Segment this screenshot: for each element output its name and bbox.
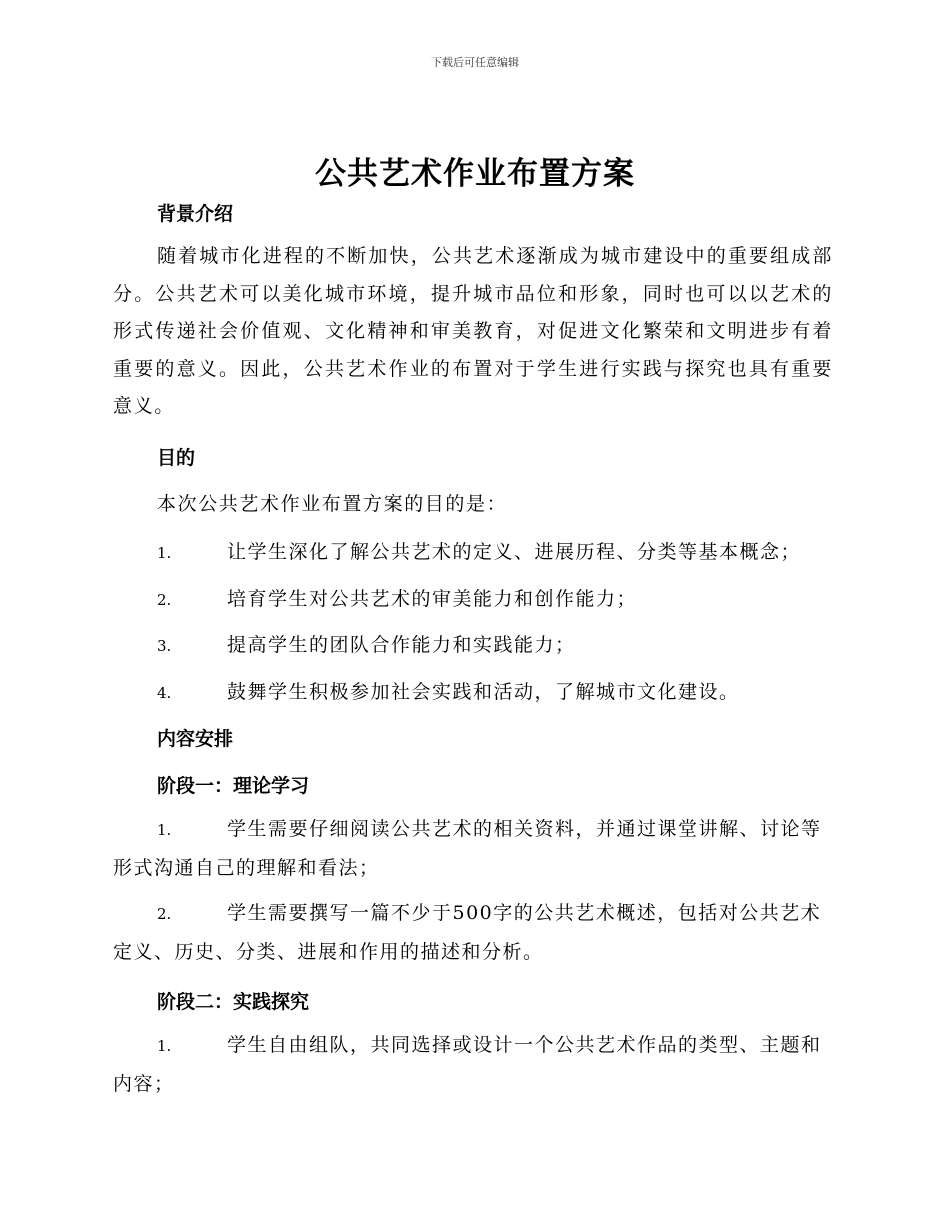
stage1-item bbox=[113, 811, 833, 887]
background-paragraph: 随着城市化进程的不断加快，公共艺术逐渐成为城市建设中的重要组成部分。公共艺术可以美化城市环境，提升城市品位和形象，同时也可以以艺术的形式传递社会价值观、文化精神和审美教育，对促进文化繁荣和文明进步有着重要的意义。因此，公共艺术作业的布置对于学生进行实践与探究也具有重要意义。 bbox=[113, 245, 833, 417]
list-text: 学生自由组队，共同选择或设计一个公共艺术作品的类型、主题和内容； bbox=[113, 1034, 822, 1095]
purpose-item bbox=[157, 584, 837, 611]
document-title: 公共艺术作业布置方案 bbox=[315, 156, 635, 192]
page-header: 下载后可任意编辑 bbox=[431, 56, 519, 69]
list-text: 鼓舞学生积极参加社会实践和活动，了解城市文化建设。 bbox=[227, 681, 740, 703]
list-text: 学生需要撰写一篇不少于500字的公共艺术概述，包括对公共艺术定义、历史、分类、进展和作用的描述和分析。 bbox=[113, 902, 822, 963]
purpose-item bbox=[157, 677, 837, 704]
section-heading-content: 内容安排 bbox=[157, 728, 234, 750]
list-number: 1. bbox=[157, 1037, 172, 1055]
list-number: 3. bbox=[157, 637, 172, 655]
stage1-heading: 阶段一：理论学习 bbox=[157, 775, 310, 797]
purpose-item bbox=[157, 537, 837, 564]
section-heading-background: 背景介绍 bbox=[157, 203, 234, 225]
list-number: 2. bbox=[157, 591, 172, 609]
list-number: 4. bbox=[157, 684, 172, 702]
list-text: 学生需要仔细阅读公共艺术的相关资料，并通过课堂讲解、讨论等形式沟通自己的理解和看法； bbox=[113, 818, 822, 879]
list-text: 培育学生对公共艺术的审美能力和创作能力； bbox=[227, 588, 638, 610]
list-number: 1. bbox=[157, 544, 172, 562]
stage2-heading: 阶段二：实践探究 bbox=[157, 991, 310, 1013]
stage2-item bbox=[113, 1027, 833, 1103]
list-number: 1. bbox=[157, 821, 172, 839]
stage1-item bbox=[113, 895, 833, 971]
section-heading-purpose: 目的 bbox=[157, 447, 196, 469]
list-number: 2. bbox=[157, 905, 172, 923]
list-text: 提高学生的团队合作能力和实践能力； bbox=[227, 634, 576, 656]
purpose-item bbox=[157, 630, 837, 657]
purpose-intro: 本次公共艺术作业布置方案的目的是： bbox=[157, 493, 508, 515]
list-text: 让学生深化了解公共艺术的定义、进展历程、分类等基本概念； bbox=[227, 541, 802, 563]
